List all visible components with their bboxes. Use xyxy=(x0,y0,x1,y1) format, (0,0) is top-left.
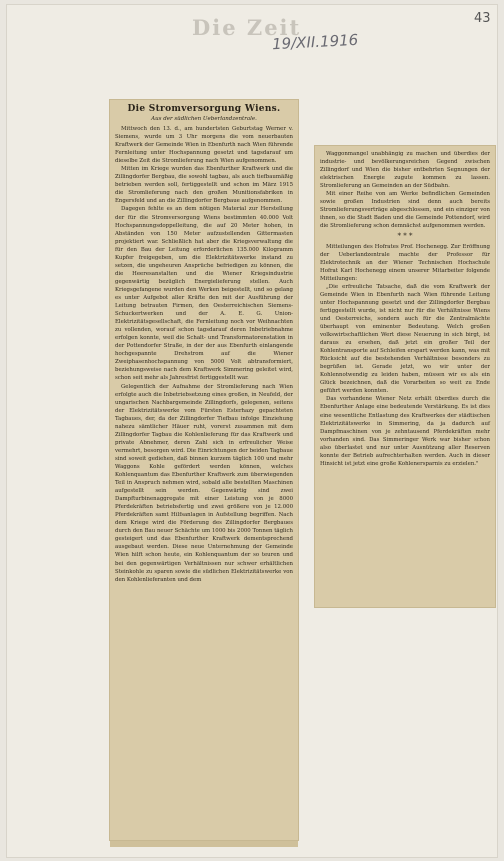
section-separator: * * * xyxy=(397,232,413,241)
newspaper-masthead: Die Zeit xyxy=(192,15,302,40)
clipping-bottom-edge xyxy=(110,841,298,847)
paragraph: Das vorhandene Wiener Netz erhält überdies durch die Ebenfurther Anlage eine bedeutende Verstärkung. Es ist dies eine wesentliche Entlastung des Kraftwerkes der städtischen Elektrizitätswerke in Simmering, da ja dadurch auf Dampfmaschinen von je zehntausend Pferdekräften mehr vorhanden sind. Das Simmeringer Werk war bisher schon also überlastet und nur unter Ausnützung aller Reserven konnte der Betrieb aufrechterhalten werden. Auch in dieser Hinsicht ist jetzt eine große Kohlenersparnis zu erzielen." xyxy=(320,396,490,467)
clipping-left-column xyxy=(110,100,298,840)
article-headline: Die Stromversorgung Wiens. xyxy=(127,104,281,114)
paragraph: „Die erfreuliche Tatsache, daß die vom Kraftwerk der Gemeinde Wien in Ebenfurth nach Wien führende Leitung unter Hochspannung gesetzt und der Zillingdorfer Bergbau fertiggestellt wurde, ist nicht nur für die Verhältnisse Wiens und Oesterreichs, sondern auch für die Zentralmächte überhaupt von eminenter Bedeutung. Welch großen volkswirtschaftlichen Wert diese Neuerung in sich birgt, ist daraus zu ersehen, daß jetzt ein großer Teil der Kohlentransporte auf Schleifen erspart werden kann, was mit Rücksicht auf die bestehenden Verhältnisse besonders zu begrüßen ist. Gerade jetzt, wo wir unter der Kohlennotwendig zu leiden haben, müssen wir es als ein Glück bezeichnen, daß die Vorarbeiten so weit zu Ende geführt werden konnten. xyxy=(320,283,490,395)
article-subheadline: Aus der südlichen Ueberlandzentrale. xyxy=(151,116,257,122)
clipping-right-column xyxy=(315,146,495,607)
article-body-left xyxy=(110,125,298,584)
paragraph: Waggonmangel unabhängig zu machen und überdies der industrie- und bevölkerungsreichen Gegend zwischen Zillingdorf und Wien die bisher entbehrten Segnungen der elektrischen Energie zugute kommen zu lassen. Stromlieferung an Gemeinden an der Südbahn. xyxy=(320,151,490,190)
paragraph: Mittwoch den 13. d., am hundertsten Geburtstag Werner v. Siemens, wurde um 3 Uhr morgens die vom neuerbauten Kraftwerk der Gemeinde Wien in Ebenfurth nach Wien führende Fernleitung unter Hochspannung gesetzt und tagsdarauf um dieselbe Zeit die Stromlieferung nach Wien aufgenommen. xyxy=(115,126,293,165)
handwritten-date: 19/XII.1916 xyxy=(271,30,359,54)
paragraph: Mit einer Reihe von am Werke befindlichen Gemeinden sowie großen Industrien sind denn auch bereits Stromlieferungsverträge abgeschlossen, und ein einziger von ihnen, so die Stadt Baden und die Gemeinde Pottendorf, wird die Stromlieferung schon demnächst aufgenommen werden. xyxy=(320,191,490,230)
page-number: 43 xyxy=(474,11,491,26)
article-body-right xyxy=(315,146,495,468)
paragraph: Dagegen fehlte es an dem nötigen Material zur Herstellung der für die Stromversorgung Wiens bestimmten 40.000 Volt Hochspannungsdoppelleitung, die auf 20 Meter hohen, in Abständen von 150 Meter aufzustellenden Gittermasten projektiert war. Schließlich hat aber die Kriegsverwaltung die für den Bau der Leitung erforderlichen 135.000 Kilogramm Kupfer freigegeben, um die Elektrizitätswerke instand zu setzen, die ungeheuren Ansprüche befriedigen zu können, die die Heeresanstalten und die Wiener Kriegsindustrie gegenwärtig bezüglich Energielieferung stellen. Auch Kriegsgefangene wurden den Werken beigestellt, und so gelang es unter Aufgebot aller Kräfte den mit der Ausführung der Leitung betrauten Firmen, den Oesterreichischen Siemens-Schuckertwerken und der A. E. G. Union-Elektrizitätsgesellschaft, die Fernleitung noch vor Weihnachten zu vollenden, worauf schon tagsdarauf deren Inbetriebnahme erfolgen konnte, weil die Schalt- und Transformatorenstation in der Pottendorfer Straße, in der der aus Ebenfurth einlangende hochgespannte Drehstrom auf die Wiener Zweiphasenhochspannung von 5000 Volt abtransformiert, beziehungsweise nach dem Kraftwerk Simmering geleitet wird, schon seit mehr als Jahresfrist fertiggestellt war. xyxy=(115,206,293,382)
paragraph: Mitten im Kriege wurden das Ebenfurther Kraftwerk und die Zillingdorfer Bergbau, die sowohl tagbau, als auch tiefbaumäßig betrieben werden soll, fertiggestellt und schon im März 1915 die Stromlieferung nach den großen Munitionsfabriken in Engersfeld und an die Zillingdorfer Bergbaue aufgenommen. xyxy=(115,166,293,205)
paragraph: Gelegentlich der Aufnahme der Stromlieferung nach Wien erfolgte auch die Inbetriebsetzung eines großen, in Neufeld, der ungarischen Nachbargemeinde Zillingdorfs, gelegenen, seitens der Elektrizitätswerke vom Fürsten Esterhazy gepachteten Tagbaues, der, da der Zillingdorfer Tiefbau infolge Einziehung nahezu sämtlicher Häuer ruht, vorerst zusammen mit dem Zillingdorfer Tagbau die Kohlenlieferung für das Kraftwerk und private Abnehmer, deren Zahl sich in erfreulicher Weise vermehrt, besorgen wird. Die Einrichtungen der beiden Tagbaue sind soweit gediehen, daß binnen kurzem täglich 100 und mehr Waggons Kohle gefördert werden können, welches Kohlenquantum das Ebenfurther Kraftwerk zum überwiegenden Teil in Anspruch nehmen wird, sobald alle bestellten Maschinen aufgestellt sein werden. Gegenwärtig sind zwei Dampfturbinenaggregate mit einer Leistung von je 8000 Pferdekräften betriebsfertig und zwei größere von je 12.000 Pferdekräften samt Hilfsanlagen in Aufstellung begriffen. Nach dem Kriege wird die Förderung des Zillingdorfer Bergbaues durch den Bau neuer Schächte um 1000 bis 2000 Tonnen täglich gesteigert und das Ebenfurther Kraftwerk dementsprechend ausgebaut werden. Diese neue Unternehmung der Gemeinde Wien hilft schon heute, ein Kohlenquantum der so teuren und bei den gegenwärtigen Verhältnissen nur schwer erhältlichen Steinkohle zu sparen sowie die südlichen Elektrizitätswerke von den Kohlenlieferanten und dem xyxy=(115,383,293,583)
paragraph: Mitteilungen des Hofrates Prof. Hochenegg. Zur Eröffnung der Ueberlandzentrale machte der Professor für Elektrotechnik an der Wiener Technischen Hochschule Hofrat Karl Hochenegg einem unserer Mitarbeiter folgende Mitteilungen: xyxy=(320,243,490,282)
